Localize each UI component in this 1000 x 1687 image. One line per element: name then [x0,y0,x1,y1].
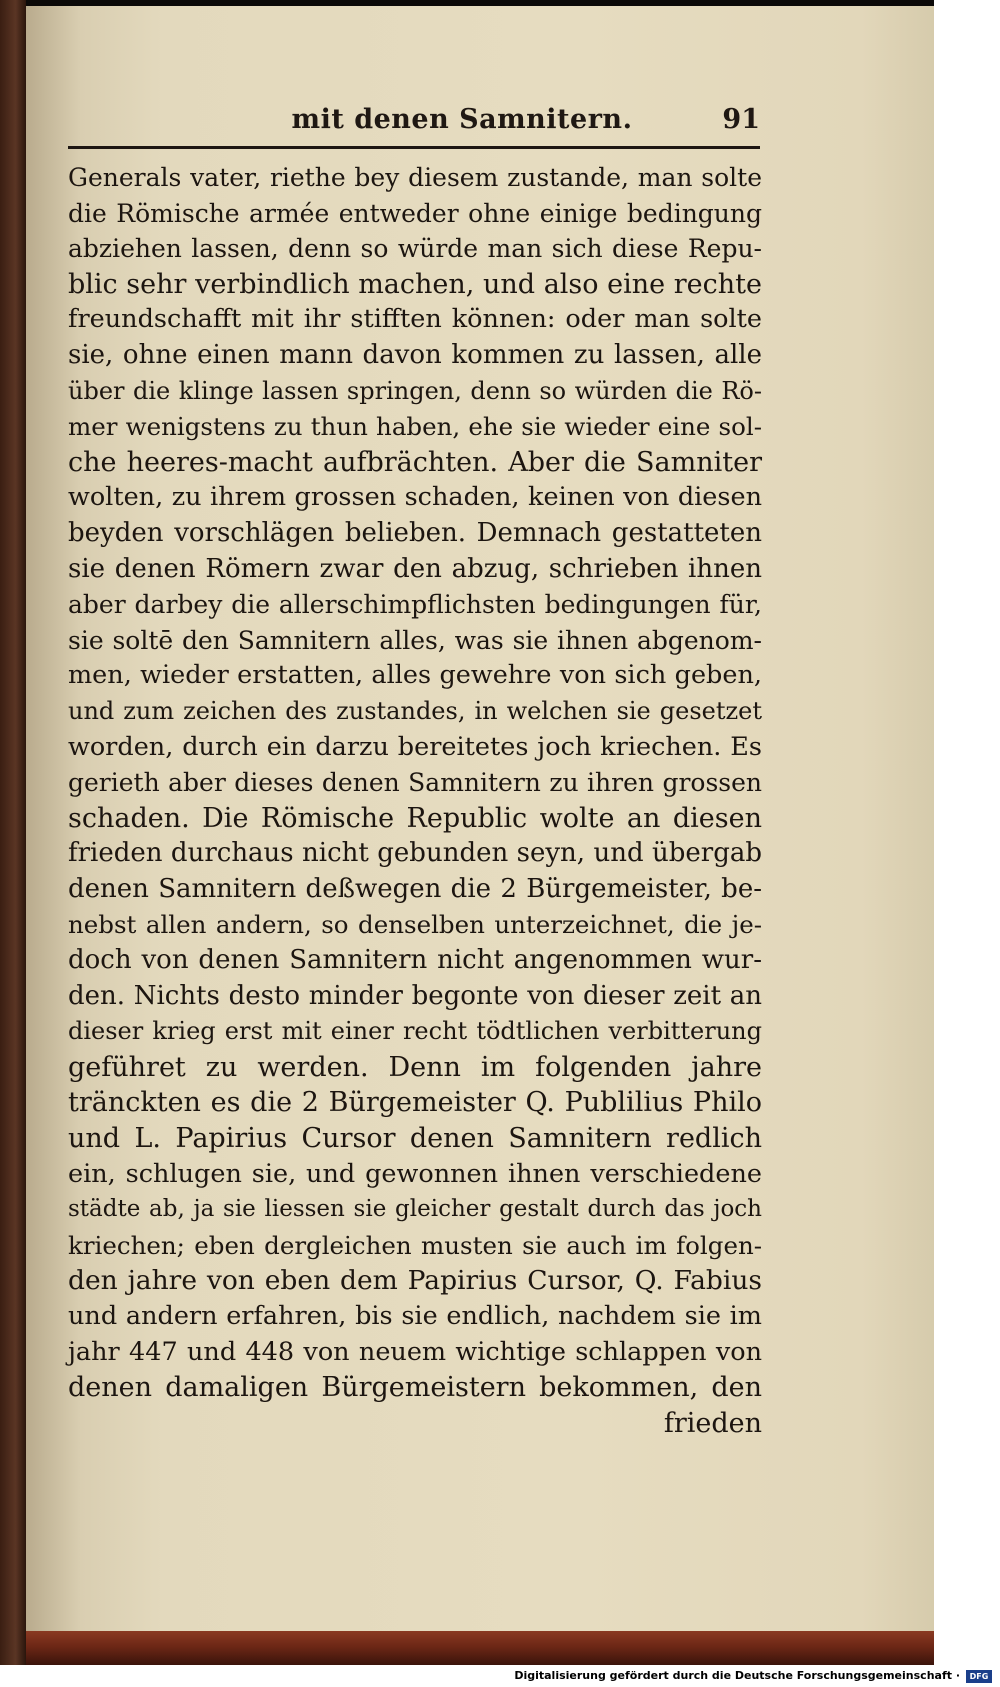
text-line: doch von denen Samnitern nicht angenommen wur- [68,945,762,976]
text-line: schaden. Die Römische Republic wolte an diesen [68,802,762,834]
text-line: geführet zu werden. Denn im folgenden jahre [68,1051,762,1083]
text-line: Generals vater, riethe bey diesem zustande, man solte [68,163,762,192]
text-line: dieser krieg erst mit einer recht tödtlichen verbitterung [68,1017,762,1046]
text-line: che heeres-macht aufbrächten. Aber die Samniter [68,446,762,478]
text-line: nebst allen andern, so denselben unterzeichnet, die je- [68,910,762,940]
text-line: abziehen lassen, denn so würde man sich diese Repu- [68,234,762,264]
text-line: sie, ohne einen mann davon kommen zu lassen, alle [68,339,762,370]
dfg-logo: DFG [966,1670,992,1683]
text-line: wolten, zu ihrem grossen schaden, keinen von diesen [68,482,762,513]
text-line: ein, schlugen sie, und gewonnen ihnen verschiedene [68,1158,762,1189]
text-line: tränckten es die 2 Bürgemeister Q. Publilius Philo [68,1087,762,1119]
text-line: kriechen; eben dergleichen musten sie auch im folgen- [68,1230,762,1260]
book-edge-bottom [26,1631,934,1665]
text-line: men, wieder erstatten, alles gewehre von sich geben, [68,660,762,691]
page-number: 91 [722,104,760,135]
footer [0,1667,1000,1687]
text-line: frieden durchaus nicht gebunden seyn, und übergab [68,838,762,869]
text-line: den. Nichts desto minder begonte von dieser zeit an [68,980,762,1011]
text-line: und L. Papirius Cursor denen Samnitern redlich [68,1123,762,1155]
text-line: blic sehr verbindlich machen, und also eine rechte [68,268,762,300]
text-line: denen damaligen Bürgemeistern bekommen, den [68,1372,762,1404]
text-line: aber darbey die allerschimpflichsten bedingungen für, [68,590,762,620]
text-line: den jahre von eben dem Papirius Cursor, Q. Fabius [68,1265,762,1297]
text-line: denen Samnitern deßwegen die 2 Bürgemeister, be- [68,873,762,904]
body-text [68,160,762,1441]
text-line: sie denen Römern zwar den abzug, schrieben ihnen [68,553,762,584]
text-line: beyden vorschlägen belieben. Demnach gestatteten [68,517,762,548]
book-edge-left [0,0,26,1665]
catchword: frieden [663,1407,762,1439]
text-line: freundschafft mit ihr stifften können: oder man solte [68,304,762,335]
running-head: mit denen Samnitern. [291,104,633,135]
text-line: mer wenigstens zu thun haben, ehe sie wieder eine sol- [68,412,762,442]
text-line: städte ab, ja sie liessen sie gleicher gestalt durch das joch [68,1196,762,1223]
text-line: die Römische armée entweder ohne einige bedingung [68,198,762,228]
header-rule [68,146,760,149]
text-line: und andern erfahren, bis sie endlich, nachdem sie im [68,1301,762,1331]
text-line: über die klinge lassen springen, denn so würden die Rö- [68,376,762,405]
page-header [240,104,760,144]
footer-credit: Digitalisierung gefördert durch die Deutsche Forschungsgemeinschaft · [514,1669,960,1682]
text-line: sie soltē den Samnitern alles, was sie ihnen abgenom- [68,625,762,655]
text-line: jahr 447 und 448 von neuem wichtige schlappen von [68,1336,762,1367]
text-line: gerieth aber dieses denen Samnitern zu ihren grossen [68,768,762,798]
text-line: und zum zeichen des zustandes, in welchen sie gesetzet [68,696,762,725]
text-line: worden, durch ein darzu bereitetes joch kriechen. Es [68,731,762,762]
